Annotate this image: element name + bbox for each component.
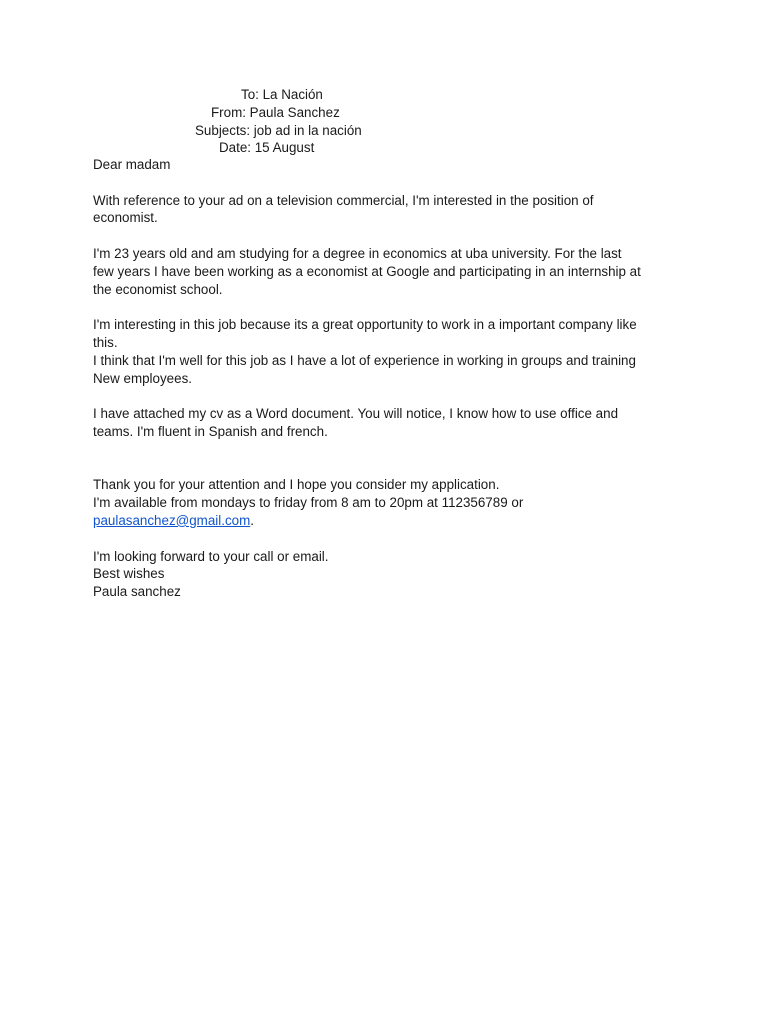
para1-line2: economist. xyxy=(93,210,158,226)
header-to: To: La Nación xyxy=(241,87,323,102)
email-link[interactable]: paulasanchez@gmail.com xyxy=(93,512,251,528)
paragraph-contact xyxy=(93,476,683,529)
para2-line1: I'm 23 years old and am studying for a degree in economics at uba university. For the last xyxy=(93,245,622,261)
para4-line2: teams. I'm fluent in Spanish and french. xyxy=(93,423,328,439)
paragraph-background xyxy=(93,245,683,298)
para3-line3: I think that I'm well for this job as I have a lot of experience in working in groups and training xyxy=(93,352,636,368)
para3-line2: this. xyxy=(93,334,118,350)
paragraph-attachment xyxy=(93,405,683,441)
salutation: Dear madam xyxy=(93,157,171,172)
closing-block xyxy=(93,548,683,601)
letter-body xyxy=(93,156,683,601)
email-line xyxy=(93,512,683,530)
paragraph-reference xyxy=(93,192,683,228)
email-suffix: . xyxy=(250,512,254,528)
para2-line3: the economist school. xyxy=(93,281,223,297)
paragraph-motivation xyxy=(93,316,683,387)
para5-line1: Thank you for your attention and I hope you consider my application. xyxy=(93,477,500,493)
para5-line2: I'm available from mondays to friday from 8 am to 20pm at 112356789 or xyxy=(93,495,524,511)
closing-line1: I'm looking forward to your call or email. xyxy=(93,548,329,564)
para2-line2: few years I have been working as a economist at Google and participating in an internship at xyxy=(93,263,641,279)
para1-line1: With reference to your ad on a television commercial, I'm interested in the position of xyxy=(93,192,594,208)
signature: Paula sanchez xyxy=(93,584,181,600)
para3-line4: New employees. xyxy=(93,370,192,386)
header-date: Date: 15 August xyxy=(219,140,315,156)
header-from: From: Paula Sanchez xyxy=(211,104,340,120)
closing-line2: Best wishes xyxy=(93,566,165,582)
para3-line1: I'm interesting in this job because its a great opportunity to work in a important company like xyxy=(93,317,637,333)
header-subjects: Subjects: job ad in la nación xyxy=(195,122,362,138)
para4-line1: I have attached my cv as a Word document. You will notice, I know how to use office and xyxy=(93,406,619,422)
